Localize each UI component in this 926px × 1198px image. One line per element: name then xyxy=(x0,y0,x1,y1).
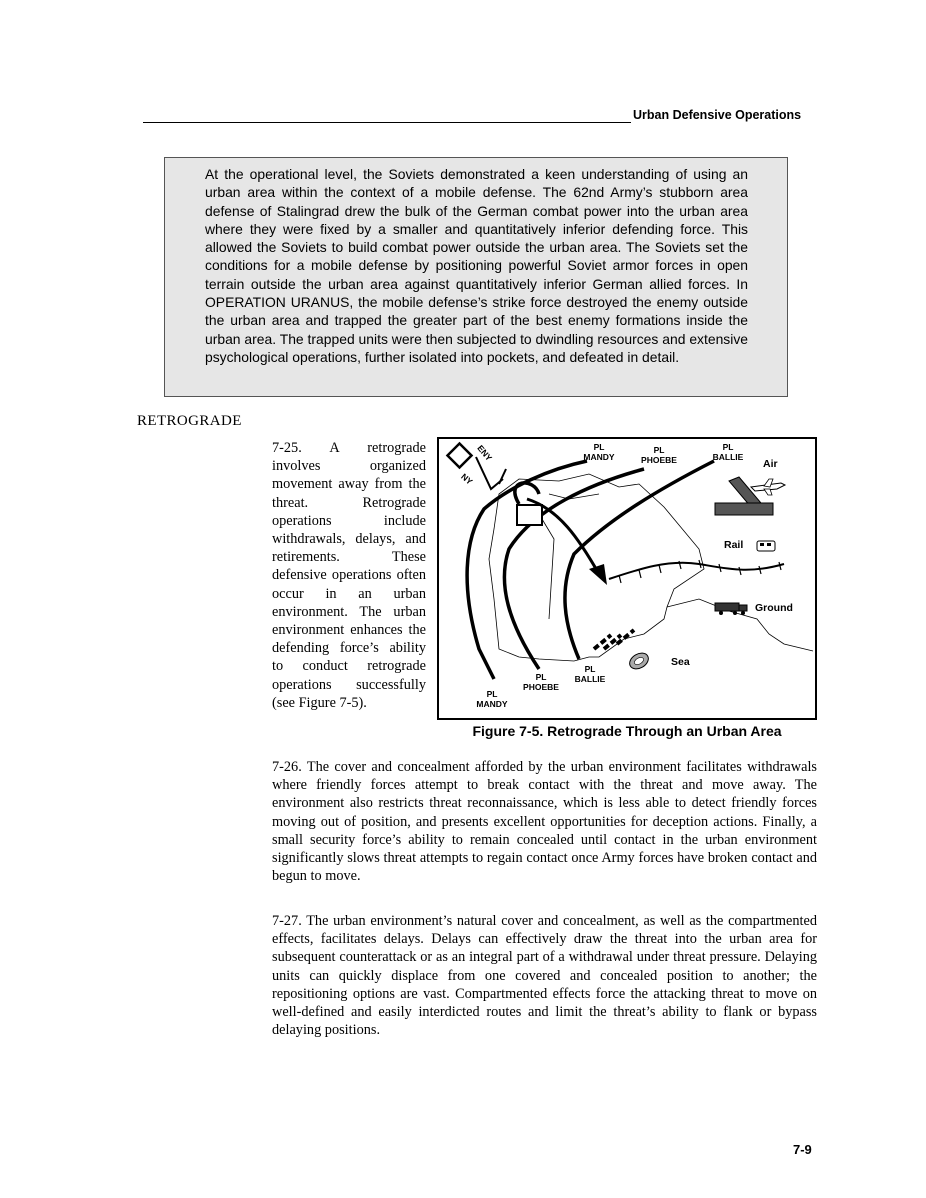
header-rule xyxy=(143,122,631,123)
urban-objective-box xyxy=(517,505,542,525)
figure-caption: Figure 7-5. Retrograde Through an Urban Area xyxy=(472,723,782,739)
label-sea: Sea xyxy=(671,656,690,668)
label-ground: Ground xyxy=(755,602,793,614)
label-pl-ballie-top: PL BALLIE xyxy=(712,442,744,462)
withdrawal-arrowhead xyxy=(589,564,607,585)
paragraph-7-26: 7-26. The cover and concealment afforded by the urban environment facilitates withdrawals where friendly forces attempt to break contact with the threat and move away. The environment also restricts threat reconnaissance, which is less able to detect friendly forces moving out of position, and presents excellent opportunities for deception actions. Finally, a small security force’s ability to remain concealed until contact in the urban environment significantly slows threat attempts to regain contact once Army forces have broken contact and begun to move. xyxy=(272,759,817,885)
paragraph-7-25: 7-25. A retrograde involves organized movement away from the threat. Retrograde operations include withdrawals, delays, and retirements. These defensive operations often occur in an urban environment. The urban environment enhances the defending force’s ability to conduct retrograde operations successfully (see Figure 7-5). xyxy=(272,440,426,711)
label-pl-phoebe-bottom: PL PHOEBE xyxy=(523,672,559,692)
inner-road xyxy=(539,514,554,619)
rail-car-icon xyxy=(757,541,775,551)
retrograde-map-graphic xyxy=(439,439,815,718)
paragraph-7-27: 7-27. The urban environment’s natural cover and concealment, as well as the compartmented effects, facilitates delays. Delays can effectively draw the threat into the urban area for subsequent counterattack or as an integral part of a withdrawal under threat pressure. Delaying units can quickly displace from one covered and concealed position to another; the repositioning options are vast. Compartmented effects force the attacking threat to move on well-defined and easily interdicted routes and limit the threat’s ability to flank or bypass delaying positions. xyxy=(272,913,817,1039)
truck-icon xyxy=(715,603,747,615)
enemy-axis-arrow xyxy=(499,469,506,484)
label-pl-mandy-top: PL MANDY xyxy=(583,442,615,462)
label-ny: NY xyxy=(459,471,475,487)
ship-icon xyxy=(627,650,651,672)
label-eny: ENY xyxy=(475,443,495,463)
friendly-unit-symbol xyxy=(447,443,471,467)
airfield-apron xyxy=(715,503,773,515)
label-air: Air xyxy=(763,458,778,470)
section-heading: RETROGRADE xyxy=(137,413,242,429)
figure-7-5-map xyxy=(437,437,817,720)
label-pl-ballie-bottom: PL BALLIE xyxy=(574,664,606,684)
page-number: 7-9 xyxy=(793,1142,812,1157)
phase-line-phoebe xyxy=(504,469,644,669)
label-pl-mandy-bottom: PL MANDY xyxy=(476,689,508,709)
running-header-title: Urban Defensive Operations xyxy=(633,108,802,122)
label-pl-phoebe-top: PL PHOEBE xyxy=(641,445,677,465)
phase-line-ballie xyxy=(565,461,714,659)
enemy-axis-arrow xyxy=(476,457,503,489)
railroad-track xyxy=(609,563,784,579)
label-rail: Rail xyxy=(724,539,744,551)
historical-vignette-box xyxy=(164,157,788,397)
airplane-icon xyxy=(751,479,785,495)
vignette-text: At the operational level, the Soviets demonstrated a keen understanding of using an urban area within the context of a mobile defense. The 62nd Army’s stubborn area defense of Stalingrad drew the bulk of the German combat power into the urban area where they were fixed by a smaller and quantitatively inferior defending force. This allowed the Soviets to build combat power outside the urban area. The Soviets set the conditions for a mobile defense by positioning powerful Soviet armor forces in open terrain outside the urban area against quantitatively inferior German allied forces. In OPERATION URANUS, the mobile defense’s strike force destroyed the enemy outside the urban area and trapped the greater part of the best enemy formations inside the urban area. The trapped units were then subjected to dwindling resources and extensive psychological operations, further isolated into pockets, and defeated in detail. xyxy=(205,166,748,365)
